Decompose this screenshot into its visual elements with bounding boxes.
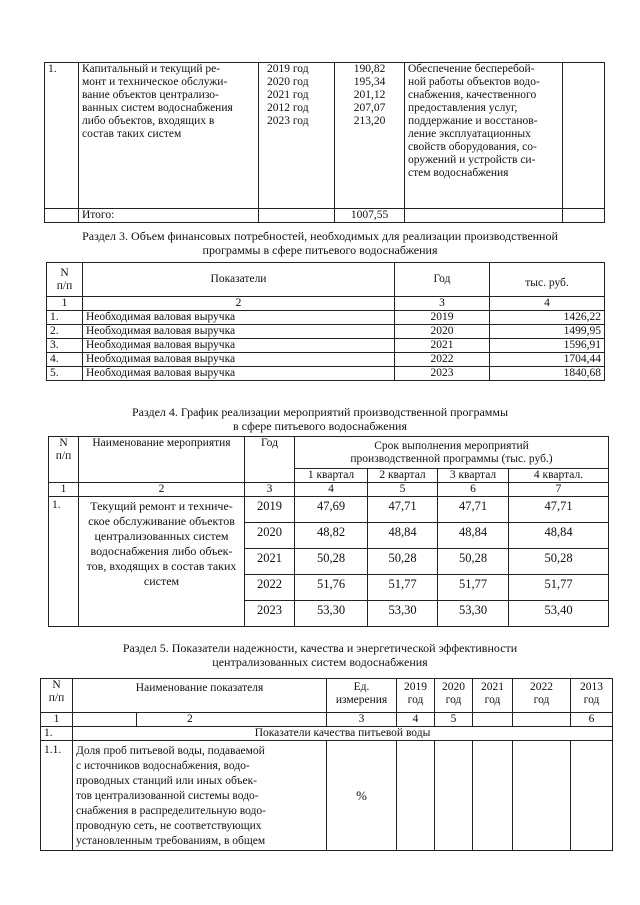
- s4-quarter: 4 квартал.: [509, 469, 609, 483]
- top-values: 190,82 195,34 201,12 207,07 213,20: [335, 63, 405, 209]
- table-row: 1. Текущий ремонт и техниче- ское обслуживание объектов централизованных систем водоснабжения либо объек- тов, входящих в состав таких систем 2019 47,69 47,71 47,71 47,71: [49, 497, 609, 523]
- top-empty-cell: [563, 63, 605, 209]
- s4-colnum: 5: [368, 483, 438, 497]
- table-row: 5. Необходимая валовая выручка 2023 1840,68: [47, 367, 605, 381]
- s4-quarter: 1 квартал: [295, 469, 368, 483]
- s5-header-year: 2019 год: [397, 679, 435, 713]
- s4-colnum: 6: [438, 483, 509, 497]
- table-row: 2021 50,28 50,28 50,28 50,28: [49, 549, 609, 575]
- s5-colnum: 5: [435, 713, 473, 727]
- table-row: 2020 48,82 48,84 48,84 48,84: [49, 523, 609, 549]
- s4-header-year: Год: [245, 437, 295, 483]
- top-row-num: 1.: [45, 63, 79, 209]
- s3-colnum: 3: [395, 297, 490, 311]
- table-row: 2022 51,76 51,77 51,77 51,77: [49, 575, 609, 601]
- s5-header-name: Наименование показателя: [73, 679, 327, 713]
- section3-table: [46, 262, 605, 381]
- section3-title: Раздел 3. Объем финансовых потребностей, необходимых для реализации производственной программы в сфере питьевого водоснабжения: [82, 229, 558, 257]
- s3-colnum: 1: [47, 297, 83, 311]
- s3-header-indicator: Показатели: [83, 263, 395, 297]
- s4-colnum: 2: [79, 483, 245, 497]
- s5-header-year: 2021 год: [473, 679, 513, 713]
- s4-header-name: Наименование мероприятия: [79, 437, 245, 483]
- s3-header-num: N п/п: [47, 263, 83, 297]
- s5-colnum: 3: [327, 713, 397, 727]
- s4-quarter: 3 квартал: [438, 469, 509, 483]
- section5-title: Раздел 5. Показатели надежности, качества и энергетической эффективности централизованных систем водоснабжения: [122, 641, 518, 669]
- s4-quarter: 2 квартал: [368, 469, 438, 483]
- s5-colnum: 1: [41, 713, 73, 727]
- s4-colnum: 3: [245, 483, 295, 497]
- section4-title: Раздел 4. График реализации мероприятий производственной программы в сфере питьевого водоснабжения: [131, 405, 509, 433]
- s4-colnum: 4: [295, 483, 368, 497]
- s5-header-year: 2022 год: [513, 679, 571, 713]
- s5-colnum: 4: [397, 713, 435, 727]
- top-table: [44, 62, 605, 223]
- s5-group-label: Показатели качества питьевой воды: [73, 727, 613, 741]
- table-row: [41, 741, 613, 851]
- s3-colnum: 2: [83, 297, 395, 311]
- s5-item-unit: %: [327, 741, 397, 851]
- s4-colnum: 7: [509, 483, 609, 497]
- s5-header-unit: Ед. измерения: [327, 679, 397, 713]
- s4-header-term: Срок выполнения мероприятий производственной программы (тыс. руб.): [295, 437, 609, 469]
- s5-header-year: 2020 год: [435, 679, 473, 713]
- top-years: 2019 год 2020 год 2021 год 2012 год 2023 год: [259, 63, 335, 209]
- table-row: 2. Необходимая валовая выручка 2020 1499,95: [47, 325, 605, 339]
- s5-item-text: Доля проб питьевой воды, подаваемой с источников водоснабжения, водо- проводных станций или иных объек- тов централизованной системы водо- снабжения в распределительную водо- проводную сеть, не соответствующих установленным требованиям, в общем: [73, 741, 327, 851]
- table-row: 4. Необходимая валовая выручка 2022 1704,44: [47, 353, 605, 367]
- s5-colnum: 6: [571, 713, 613, 727]
- s5-group-num: 1.: [41, 727, 73, 741]
- s5-header-num: N п/п: [41, 679, 73, 713]
- s5-item-num: 1.1.: [41, 741, 73, 851]
- table-row: 2023 53,30 53,30 53,30 53,40: [49, 601, 609, 627]
- s4-row-name: Текущий ремонт и техниче- ское обслуживание объектов централизованных систем водоснабжения либо объек- тов, входящих в состав таких систем: [79, 497, 245, 627]
- s5-header-year: 2013 год: [571, 679, 613, 713]
- section4-table: [48, 436, 609, 627]
- s4-colnum: 1: [49, 483, 79, 497]
- s3-header-amount: тыс. руб.: [490, 263, 605, 297]
- table-row: 1. Необходимая валовая выручка 2019 1426,22: [47, 311, 605, 325]
- table-row: 3. Необходимая валовая выручка 2021 1596,91: [47, 339, 605, 353]
- s4-row-num: 1.: [49, 497, 79, 627]
- section5-table: [40, 678, 613, 851]
- top-total-value: 1007,55: [335, 209, 405, 223]
- top-effect: Обеспечение бесперебой- ной работы объектов водо- снабжения, качественного предоставления услуг, поддержание и восстанов- ление эксплуатационных свойств оборудования, со- оружений и устройств си- стем водоснабжения: [405, 63, 563, 209]
- s3-colnum: 4: [490, 297, 605, 311]
- top-total-label: Итого:: [79, 209, 259, 223]
- s3-header-year: Год: [395, 263, 490, 297]
- s4-header-num: N п/п: [49, 437, 79, 483]
- top-measure-name: Капитальный и текущий ре- монт и техническое обслужи- вание объектов централизо- ванных систем водоснабжения либо объектов, входящих в состав таких систем: [79, 63, 259, 209]
- s5-colnum: 2: [137, 713, 327, 727]
